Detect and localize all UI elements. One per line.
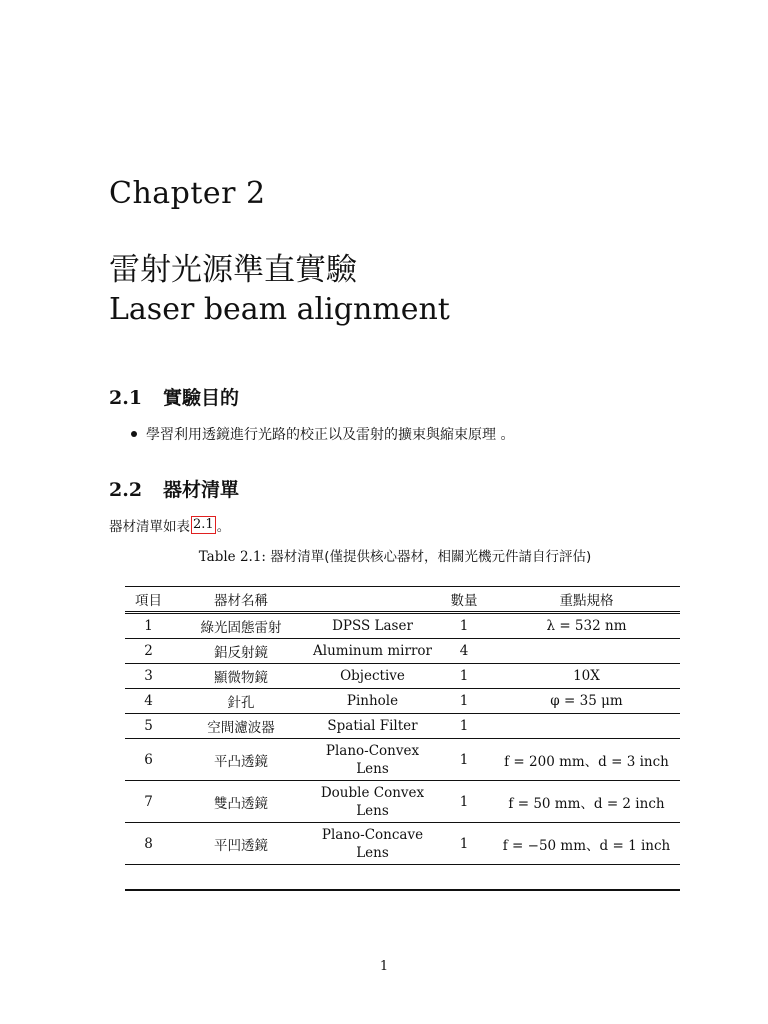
cell-quantity: 1 bbox=[459, 693, 469, 709]
chapter-label: Chapter 2 bbox=[109, 176, 266, 211]
cell-item: 5 bbox=[144, 718, 153, 734]
cell-item: 1 bbox=[144, 618, 153, 634]
cell-spec: f = 200 mm、d = 3 inch bbox=[504, 753, 669, 770]
cell-name-english: Objective bbox=[340, 668, 405, 684]
section-number: 2.2 bbox=[109, 479, 143, 501]
table-caption-label: Table 2.1: bbox=[198, 549, 266, 565]
equipment-table bbox=[125, 586, 680, 891]
empty-cell bbox=[493, 865, 680, 891]
header-spec: 重點規格 bbox=[493, 587, 680, 613]
table-row bbox=[125, 613, 680, 639]
chapter-title-english: Laser beam alignment bbox=[109, 292, 450, 327]
chapter-title-chinese: 雷射光源準直實驗 bbox=[109, 252, 357, 288]
cell-spec: f = 50 mm、d = 2 inch bbox=[508, 795, 665, 812]
cell-name-english: DPSS Laser bbox=[332, 618, 413, 634]
intro-suffix: 。 bbox=[216, 519, 231, 535]
cell-item: 6 bbox=[144, 751, 153, 768]
table-row bbox=[125, 714, 680, 739]
cell-name-chinese: 平凸透鏡 bbox=[214, 753, 268, 770]
cell-quantity: 1 bbox=[459, 835, 469, 852]
table-header-row bbox=[125, 587, 680, 613]
cell-quantity: 1 bbox=[459, 718, 469, 734]
table-row bbox=[125, 823, 680, 865]
cell-name-chinese: 顯微物鏡 bbox=[214, 670, 268, 686]
cell-quantity: 4 bbox=[459, 643, 469, 659]
equipment-table-container bbox=[125, 586, 680, 891]
cell-quantity: 1 bbox=[459, 793, 469, 810]
empty-cell bbox=[125, 865, 172, 891]
section-number: 2.1 bbox=[109, 387, 143, 409]
table-caption bbox=[0, 545, 768, 565]
cell-name-english: Aluminum mirror bbox=[313, 643, 432, 659]
section-title: 實驗目的 bbox=[163, 387, 240, 409]
table-row bbox=[125, 689, 680, 714]
cell-spec: f = −50 mm、d = 1 inch bbox=[502, 837, 671, 854]
cell-item: 7 bbox=[144, 793, 153, 810]
table-row bbox=[125, 664, 680, 689]
cell-name-chinese: 綠光固態雷射 bbox=[200, 620, 282, 636]
cell-spec bbox=[493, 639, 680, 664]
header-item: 項目 bbox=[125, 587, 172, 613]
table-row bbox=[125, 739, 680, 781]
cell-spec bbox=[493, 714, 680, 739]
cell-spec: 10X bbox=[573, 668, 600, 684]
intro-text: 器材清單如表 bbox=[109, 519, 190, 535]
cell-name-english: Double Convex Lens bbox=[320, 784, 425, 819]
cell-quantity: 1 bbox=[459, 618, 469, 634]
equipment-intro-paragraph bbox=[109, 515, 230, 535]
cell-item: 2 bbox=[144, 643, 153, 659]
section-heading-purpose bbox=[109, 383, 239, 410]
section-heading-equipment bbox=[109, 475, 239, 502]
empty-cell bbox=[172, 865, 310, 891]
page-number: 1 bbox=[379, 959, 389, 974]
header-quantity: 數量 bbox=[435, 587, 493, 613]
table-reference-link[interactable]: 2.1 bbox=[193, 517, 214, 532]
cell-item: 4 bbox=[144, 693, 153, 709]
cell-name-english: Pinhole bbox=[346, 693, 399, 709]
cell-name-english: Spatial Filter bbox=[327, 718, 418, 734]
cell-spec: λ = 532 nm bbox=[546, 618, 627, 634]
empty-cell bbox=[435, 865, 493, 891]
cell-name-chinese: 空間濾波器 bbox=[207, 720, 275, 736]
cell-name-english: Plano-Concave Lens bbox=[321, 826, 424, 861]
empty-cell bbox=[310, 865, 435, 891]
table-row bbox=[125, 639, 680, 664]
header-name-en bbox=[310, 587, 435, 613]
cell-quantity: 1 bbox=[459, 668, 469, 684]
cell-name-chinese: 針孔 bbox=[227, 695, 255, 711]
header-name: 器材名稱 bbox=[172, 587, 310, 613]
bullet-item bbox=[131, 424, 514, 444]
cell-spec: φ = 35 μm bbox=[550, 693, 623, 709]
cell-quantity: 1 bbox=[459, 751, 469, 768]
cell-name-chinese: 平凹透鏡 bbox=[214, 837, 268, 854]
bullet-icon bbox=[131, 431, 137, 437]
cell-name-chinese: 鋁反射鏡 bbox=[214, 645, 268, 661]
table-empty-row bbox=[125, 865, 680, 891]
cell-item: 8 bbox=[144, 835, 153, 852]
table-row bbox=[125, 781, 680, 823]
table-caption-text: 器材清單(僅提供核心器材，相關光機元件請自行評估) bbox=[265, 549, 592, 565]
cell-item: 3 bbox=[144, 668, 153, 684]
bullet-text: 學習利用透鏡進行光路的校正以及雷射的擴束與縮束原理 。 bbox=[146, 427, 515, 443]
cell-name-chinese: 雙凸透鏡 bbox=[214, 795, 268, 812]
section-title: 器材清單 bbox=[163, 479, 240, 501]
cell-name-english: Plano-Convex Lens bbox=[325, 742, 420, 777]
